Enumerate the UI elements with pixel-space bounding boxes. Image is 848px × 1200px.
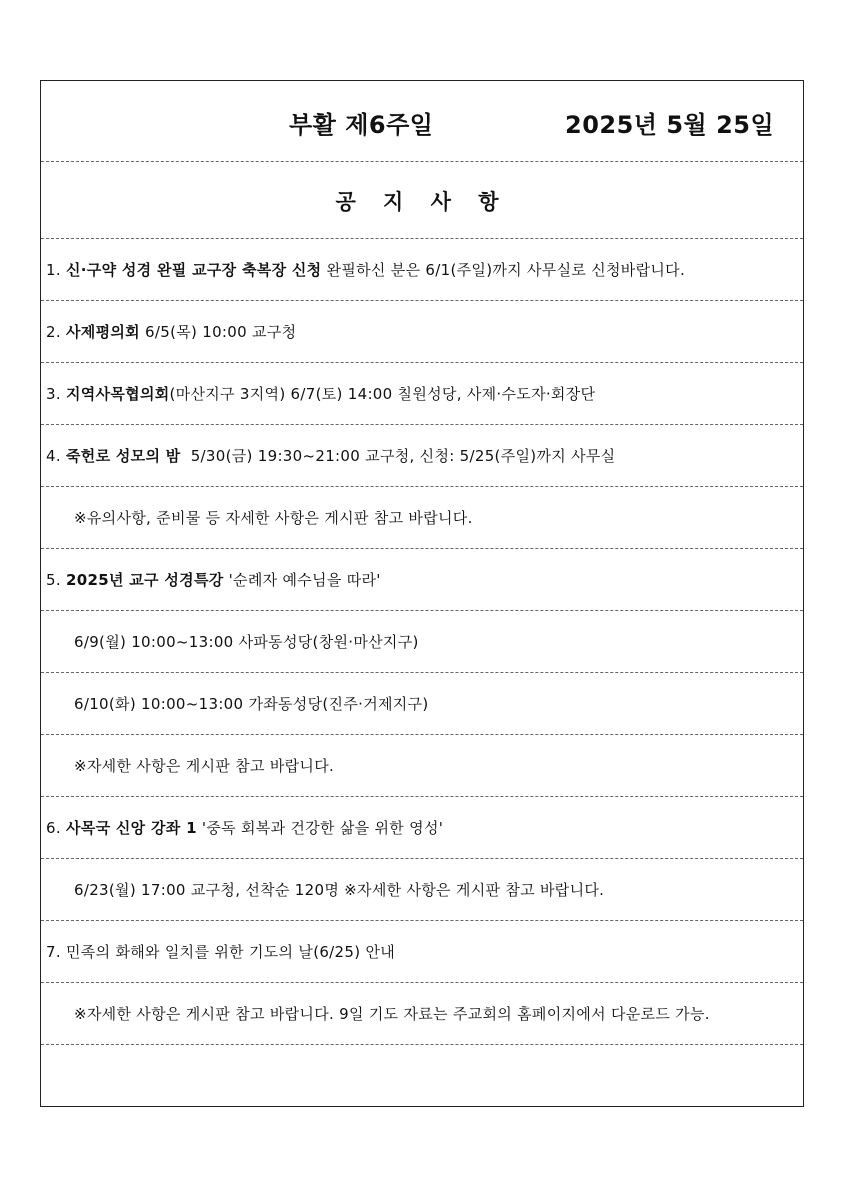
item-title: 2025년 교구 성경특강 xyxy=(66,571,224,589)
item-title: 신·구약 성경 완필 교구장 축복장 신청 xyxy=(66,261,322,279)
item-text: '중독 회복과 건강한 삶을 위한 영성' xyxy=(201,819,444,837)
notice-item-5-session-1 xyxy=(41,611,803,673)
item-text: ※자세한 사항은 게시판 참고 바랍니다. 9일 기도 자료는 주교회의 홈페이지에서 다운로드 가능. xyxy=(74,1005,710,1023)
item-text: 완필하신 분은 6/1(주일)까지 사무실로 신청바랍니다. xyxy=(326,261,686,279)
notice-heading-row xyxy=(41,162,803,239)
notice-item-7-note xyxy=(41,983,803,1045)
notice-item-5 xyxy=(41,549,803,611)
notice-item-2 xyxy=(41,301,803,363)
item-text: 6/5(목) 10:00 교구청 xyxy=(145,323,297,341)
item-text: (마산지구 3지역) 6/7(토) 14:00 칠원성당, 사제·수도자·회장단 xyxy=(169,385,596,403)
item-title: 죽헌로 성모의 밤 xyxy=(66,447,181,465)
notice-item-5-note xyxy=(41,735,803,797)
item-text: 6/10(화) 10:00~13:00 가좌동성당(진주·거제지구) xyxy=(74,695,429,713)
item-number: 7. xyxy=(46,943,61,961)
notice-item-7 xyxy=(41,921,803,983)
item-title: 지역사목협의회 xyxy=(66,385,170,403)
item-title: 사제평의회 xyxy=(66,323,140,341)
item-number: 6. xyxy=(46,819,61,837)
item-text: 6/9(월) 10:00~13:00 사파동성당(창원·마산지구) xyxy=(74,633,419,651)
notice-heading: 공 지 사 항 xyxy=(335,190,509,214)
notice-item-6 xyxy=(41,797,803,859)
item-text: 5/30(금) 19:30~21:00 교구청, 신청: 5/25(주일)까지 사무실 xyxy=(190,447,616,465)
notice-item-6-detail xyxy=(41,859,803,921)
item-number: 3. xyxy=(46,385,61,403)
item-number: 4. xyxy=(46,447,61,465)
header-row xyxy=(41,81,803,162)
notice-item-4 xyxy=(41,425,803,487)
item-text: '순례자 예수님을 따라' xyxy=(228,571,381,589)
bulletin-sheet xyxy=(40,80,804,1107)
notice-item-4-note xyxy=(41,487,803,549)
item-text: 민족의 화해와 일치를 위한 기도의 날(6/25) 안내 xyxy=(66,943,396,961)
item-text: 6/23(월) 17:00 교구청, 선착순 120명 ※자세한 사항은 게시판 참고 바랍니다. xyxy=(74,881,605,899)
item-number: 5. xyxy=(46,571,61,589)
notice-item-3 xyxy=(41,363,803,425)
notice-item-1 xyxy=(41,239,803,301)
notice-item-5-session-2 xyxy=(41,673,803,735)
item-number: 2. xyxy=(46,323,61,341)
empty-row xyxy=(41,1045,803,1107)
item-number: 1. xyxy=(46,261,61,279)
item-text: ※유의사항, 준비물 등 자세한 사항은 게시판 참고 바랍니다. xyxy=(74,509,473,527)
item-title: 사목국 신앙 강좌 1 xyxy=(66,819,197,837)
page-date: 2025년 5월 25일 xyxy=(565,111,775,139)
page-title: 부활 제6주일 xyxy=(289,111,434,139)
item-text: ※자세한 사항은 게시판 참고 바랍니다. xyxy=(74,757,335,775)
